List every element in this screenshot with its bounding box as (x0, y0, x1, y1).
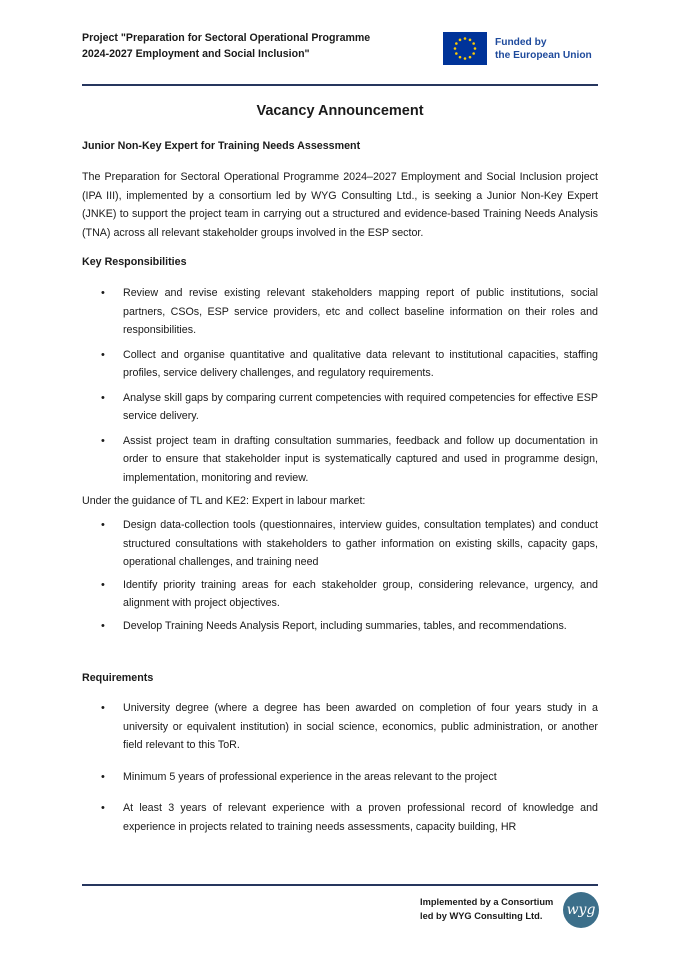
bullet-icon: • (101, 702, 105, 714)
list-item-text: Minimum 5 years of professional experience in the areas relevant to the project (123, 770, 497, 783)
guidance-list (82, 516, 598, 635)
list-item (82, 617, 598, 636)
bullet-icon: • (101, 802, 105, 814)
requirements-list (82, 699, 598, 836)
bullet-icon: • (101, 619, 105, 632)
footer-implemented-by (420, 895, 570, 923)
intro-paragraph: The Preparation for Sectoral Operational Programme 2024–2027 Employment and Social Inclusion project (IPA III), implemented by a consortium led by WYG Consulting Ltd., is seeking a Junior Non-Key Expert (JNKE) to support the project team in carrying out a structured and evidence-based Training Needs Analysis (TNA) across all relevant stakeholder groups involved in the ESP sector. (82, 171, 598, 239)
project-title-line-2: 2024-2027 Employment and Social Inclusion" (82, 48, 310, 60)
eu-star-icon (472, 42, 475, 45)
list-item (82, 432, 598, 488)
eu-star-icon (464, 37, 467, 40)
list-item-text: Design data-collection tools (questionnaires, interview guides, consultation templates) and conduct structured consultations with stakeholders to gather information on existing skills, capacity gaps, operational challenges, and training need (123, 519, 598, 568)
list-item (82, 516, 598, 572)
wyg-logo: wyg (563, 892, 599, 928)
eu-star-icon (469, 56, 472, 59)
eu-funding-line-2: the European Union (495, 49, 592, 61)
footer-line-2: led by WYG Consulting Ltd. (420, 911, 543, 921)
list-item-text: University degree (where a degree has been awarded on completion of four years study in a university or equivalent institution) in social science, economics, public administration, or another field relevant to this ToR. (123, 702, 598, 751)
eu-star-icon (454, 47, 457, 50)
list-item (82, 576, 598, 613)
project-title-line-1: Project "Preparation for Sectoral Operational Programme (82, 32, 371, 44)
footer-line-1: Implemented by a Consortium (420, 897, 554, 907)
eu-star-icon (472, 52, 475, 55)
document-title: Vacancy Announcement (256, 103, 424, 119)
eu-funding-line-1: Funded by (495, 36, 547, 48)
eu-star-icon (464, 57, 467, 60)
eu-flag-icon (443, 32, 487, 65)
bullet-icon: • (101, 519, 105, 531)
responsibilities-list (82, 284, 598, 487)
header-divider (82, 84, 598, 86)
list-item (82, 768, 598, 787)
responsibilities-heading: Key Responsibilities (82, 256, 187, 268)
eu-star-icon (455, 52, 458, 55)
eu-star-icon (459, 39, 462, 42)
list-item (82, 699, 598, 755)
eu-star-icon (474, 47, 477, 50)
list-item (82, 346, 598, 383)
list-item-text: Review and revise existing relevant stakeholders mapping report of public institutions, social partners, CSOs, ESP service providers, etc and collect baseline information on their roles and responsibilities. (123, 287, 598, 336)
list-item-text: Assist project team in drafting consultation summaries, feedback and follow up documentation in order to ensure that stakeholder input is systematically captured and used in programme design, implementation, monitoring and review. (123, 434, 598, 484)
list-item-text: Collect and organise quantitative and qualitative data relevant to institutional capacities, staffing profiles, service delivery challenges, and regulatory requirements. (123, 348, 598, 379)
bullet-icon: • (101, 391, 105, 404)
eu-star-icon (469, 39, 472, 42)
project-title (82, 30, 412, 62)
footer-divider (82, 884, 598, 886)
list-item-text: Identify priority training areas for each stakeholder group, considering relevance, urgency, and alignment with project objectives. (123, 578, 598, 609)
page-header (82, 30, 598, 86)
requirements-heading: Requirements (82, 672, 154, 684)
eu-star-icon (459, 56, 462, 59)
eu-funding-badge (443, 32, 605, 65)
bullet-icon: • (101, 770, 105, 783)
list-item-text: Analyse skill gaps by comparing current competencies with required competencies for effective ESP service delivery. (123, 391, 598, 422)
bullet-icon: • (101, 578, 105, 591)
position-title: Junior Non-Key Expert for Training Needs Assessment (82, 140, 361, 152)
list-item (82, 389, 598, 426)
eu-star-icon (455, 42, 458, 45)
list-item-text: Develop Training Needs Analysis Report, including summaries, tables, and recommendations. (123, 619, 567, 632)
bullet-icon: • (101, 287, 105, 299)
list-item-text: At least 3 years of relevant experience with a proven professional record of knowledge and experience in projects related to training needs assessments, capacity building, HR (123, 802, 598, 833)
list-item (82, 284, 598, 340)
list-item (82, 799, 598, 836)
bullet-icon: • (101, 348, 105, 361)
bullet-icon: • (101, 434, 105, 447)
guidance-text: Under the guidance of TL and KE2: Expert in labour market: (82, 495, 366, 507)
eu-funding-text (495, 36, 605, 62)
